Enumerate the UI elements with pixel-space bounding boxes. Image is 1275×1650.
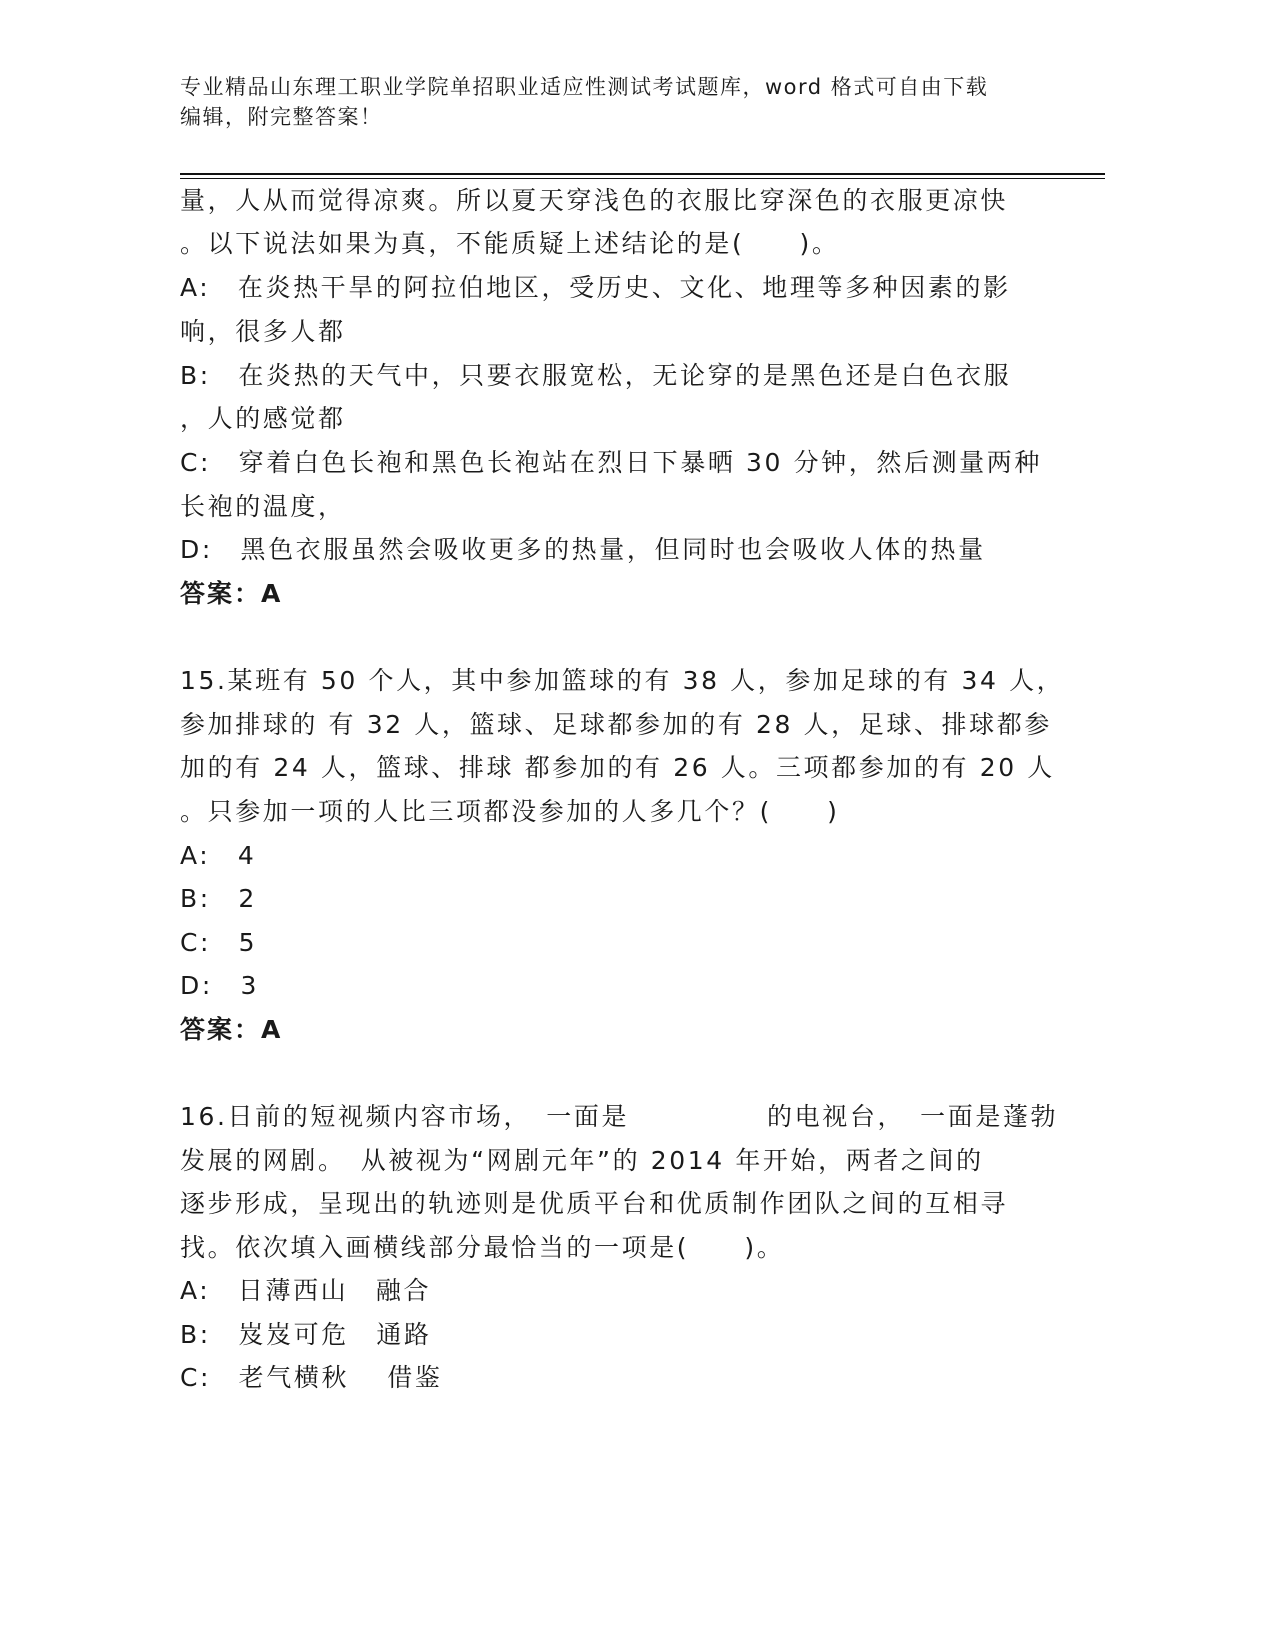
q16-option-b: B: 岌岌可危 通路 xyxy=(180,1320,432,1349)
q16-stem-line-4: 找。依次填入画横线部分最恰当的一项是( )。 xyxy=(180,1233,785,1262)
q14-stem-line-2: 。以下说法如果为真，不能质疑上述结论的是( )。 xyxy=(180,229,840,258)
q14-option-a-line-2: 响，很多人都 xyxy=(180,317,346,346)
q15-option-d: D: 3 xyxy=(180,971,259,1000)
q14-option-c-line-1: C: 穿着白色长袍和黑色长袍站在烈日下暴晒 30 分钟，然后测量两种 xyxy=(180,448,1042,477)
q15-stem-line-4: 。只参加一项的人比三项都没参加的人多几个？( ) xyxy=(180,797,840,826)
header-line-2: 编辑，附完整答案！ xyxy=(180,105,383,129)
q14-option-d: D: 黑色衣服虽然会吸收更多的热量，但同时也会吸收人体的热量 xyxy=(180,535,986,564)
q14-answer: 答案：A xyxy=(180,579,283,608)
q15-answer: 答案：A xyxy=(180,1015,283,1044)
q16-stem-line-2: 发展的网剧。 从被视为“网剧元年”的 2014 年开始，两者之间的 xyxy=(180,1146,984,1175)
q16-stem-line-1: 16.日前的短视频内容市场， 一面是 的电视台， 一面是蓬勃 xyxy=(180,1102,1059,1131)
q15-stem-line-2: 参加排球的 有 32 人，篮球、足球都参加的有 28 人，足球、排球都参 xyxy=(180,710,1052,739)
q16-stem-line-3: 逐步形成，呈现出的轨迹则是优质平台和优质制作团队之间的互相寻 xyxy=(180,1189,1009,1218)
q15-option-c: C: 5 xyxy=(180,928,258,957)
q14-option-b-line-2: ，人的感觉都 xyxy=(180,404,346,433)
header-divider-thin xyxy=(180,178,1105,179)
q15-option-a: A: 4 xyxy=(180,841,257,870)
q16-option-a: A: 日薄西山 融合 xyxy=(180,1276,432,1305)
q14-stem-line-1: 量，人从而觉得凉爽。所以夏天穿浅色的衣服比穿深色的衣服更凉快 xyxy=(180,186,1009,215)
q14-option-a-line-1: A: 在炎热干旱的阿拉伯地区，受历史、文化、地理等多种因素的影 xyxy=(180,273,1011,302)
q16-option-c: C: 老气横秋 借鉴 xyxy=(180,1363,443,1392)
header-divider-thick xyxy=(180,173,1105,175)
q15-stem-line-1: 15.某班有 50 个人，其中参加篮球的有 38 人，参加足球的有 34 人， xyxy=(180,666,1065,695)
q14-option-b-line-1: B: 在炎热的天气中，只要衣服宽松，无论穿的是黑色还是白色衣服 xyxy=(180,361,1012,390)
q14-option-c-line-2: 长袍的温度， xyxy=(180,492,346,521)
q15-option-b: B: 2 xyxy=(180,884,257,913)
q15-stem-line-3: 加的有 24 人，篮球、排球 都参加的有 26 人。三项都参加的有 20 人 xyxy=(180,753,1055,782)
header-line-1: 专业精品山东理工职业学院单招职业适应性测试考试题库，word 格式可自由下载 xyxy=(180,75,989,99)
document-header xyxy=(180,72,1060,132)
